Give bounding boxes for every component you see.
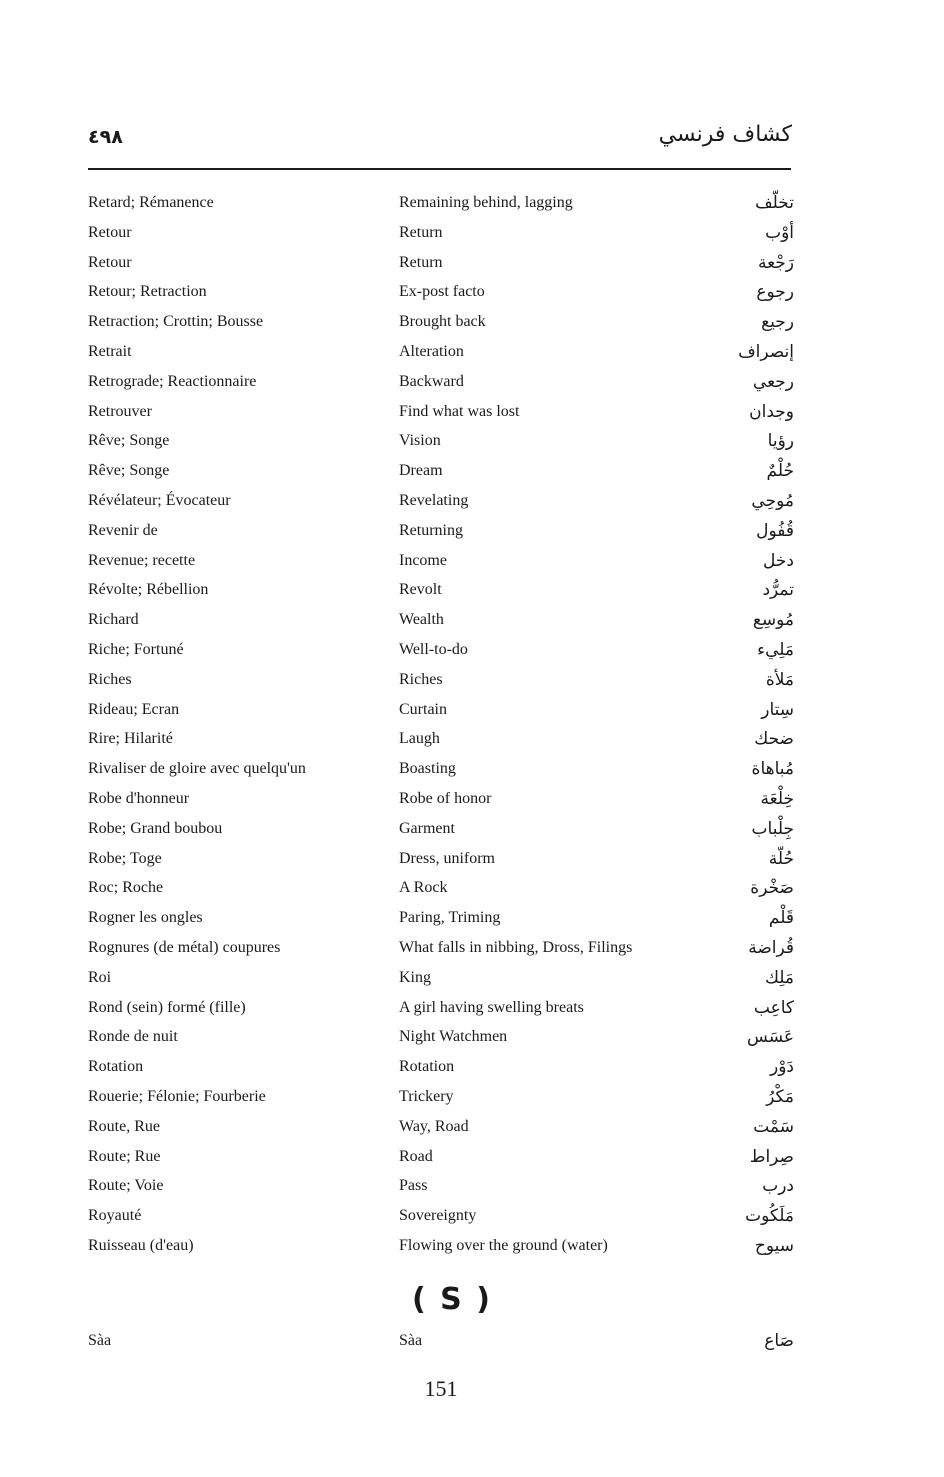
french-term: Rogner les ongles bbox=[88, 909, 203, 927]
french-term: Rivaliser de gloire avec quelqu'un bbox=[88, 760, 306, 778]
arabic-term: أوْب bbox=[765, 222, 794, 243]
header-rule bbox=[88, 168, 791, 170]
english-term: Curtain bbox=[399, 700, 447, 718]
french-term: Rêve; Songe bbox=[88, 432, 170, 450]
french-term: Riches bbox=[88, 670, 132, 688]
arabic-term: مَلِيء bbox=[757, 639, 794, 660]
arabic-term: صَاع bbox=[764, 1331, 794, 1351]
arabic-term: خِلْعَة bbox=[760, 788, 794, 809]
english-term: Garment bbox=[399, 819, 455, 837]
page-folio: 151 bbox=[424, 1376, 458, 1401]
arabic-term: وجدان bbox=[749, 401, 794, 422]
arabic-term: دَوْر bbox=[770, 1057, 794, 1078]
french-term: Route; Rue bbox=[88, 1147, 161, 1165]
english-term: Dream bbox=[399, 462, 443, 480]
english-term: Income bbox=[399, 551, 447, 569]
arabic-term: مُوحِي bbox=[751, 490, 794, 511]
english-term: A girl having swelling breats bbox=[399, 998, 584, 1016]
french-term: Retour bbox=[88, 253, 132, 271]
french-term: Royauté bbox=[88, 1207, 142, 1225]
glossary-entry bbox=[0, 337, 944, 367]
english-term: Riches bbox=[399, 670, 443, 688]
french-term: Rotation bbox=[88, 1058, 144, 1076]
french-term: Robe; Grand boubou bbox=[88, 819, 223, 837]
glossary-entry bbox=[0, 1022, 944, 1052]
french-term: Retraction; Crottin; Bousse bbox=[88, 313, 264, 331]
english-term: Remaining behind, lagging bbox=[399, 194, 573, 211]
arabic-term: جِلْباب bbox=[751, 818, 794, 839]
arabic-term: مَكْرُ bbox=[766, 1086, 794, 1107]
english-term: Way, Road bbox=[399, 1117, 469, 1135]
french-term: Roi bbox=[88, 968, 112, 986]
english-term: Well-to-do bbox=[399, 640, 468, 658]
french-term: Sàa bbox=[88, 1332, 112, 1349]
english-term: Wealth bbox=[399, 611, 444, 629]
french-term: Retrait bbox=[88, 342, 132, 360]
glossary-entry bbox=[0, 903, 944, 933]
french-term: Roc; Roche bbox=[88, 879, 164, 897]
english-term: Ex-post facto bbox=[399, 283, 485, 301]
french-term: Rêve; Songe bbox=[88, 462, 170, 480]
arabic-term: كاعِب bbox=[753, 997, 794, 1018]
glossary-entry bbox=[0, 844, 944, 874]
french-term: Route, Rue bbox=[88, 1117, 160, 1135]
glossary-entry bbox=[0, 1052, 944, 1082]
french-term: Robe; Toge bbox=[88, 849, 162, 867]
arabic-term: عَسَس bbox=[747, 1027, 794, 1048]
english-term: Return bbox=[399, 223, 443, 241]
arabic-term: صَخْرة bbox=[750, 878, 794, 899]
glossary-entry bbox=[0, 605, 944, 635]
arabic-term: مَلأة bbox=[765, 669, 794, 690]
arabic-term: صِراط bbox=[749, 1146, 794, 1167]
glossary-entry bbox=[0, 784, 944, 814]
arabic-term: رَجْعة bbox=[757, 252, 794, 273]
glossary-entry bbox=[0, 456, 944, 486]
french-term: Rouerie; Félonie; Fourberie bbox=[88, 1087, 266, 1105]
french-term: Retrouver bbox=[88, 402, 152, 420]
english-term: Alteration bbox=[399, 342, 464, 360]
arabic-term: رؤيا bbox=[767, 431, 794, 452]
english-term: A Rock bbox=[399, 879, 448, 897]
glossary-entry bbox=[0, 1201, 944, 1231]
arabic-term: مَلِك bbox=[764, 967, 794, 988]
arabic-term: تمرُّد bbox=[762, 580, 794, 601]
english-term: Find what was lost bbox=[399, 402, 520, 420]
english-term: Paring, Triming bbox=[399, 909, 501, 927]
glossary-entry bbox=[0, 1112, 944, 1142]
arabic-term: رجوع bbox=[756, 282, 794, 303]
french-term: Revenir de bbox=[88, 521, 158, 539]
english-term: What falls in nibbing, Dross, Filings bbox=[399, 938, 633, 956]
french-term: Retard; Rémanence bbox=[88, 194, 214, 211]
french-term: Retrograde; Reactionnaire bbox=[88, 372, 257, 390]
french-term: Révolte; Rébellion bbox=[88, 581, 209, 599]
page-number-arabic: ٤٩٨ bbox=[88, 126, 123, 148]
arabic-term: سيوح bbox=[754, 1235, 794, 1256]
glossary-entry bbox=[0, 1326, 944, 1356]
english-term: Returning bbox=[399, 521, 463, 539]
french-term: Richard bbox=[88, 611, 139, 629]
glossary-entries bbox=[0, 188, 944, 1261]
arabic-term: رجيع bbox=[761, 312, 794, 333]
glossary-entry bbox=[0, 754, 944, 784]
english-term: Flowing over the ground (water) bbox=[399, 1236, 608, 1254]
glossary-entry bbox=[0, 695, 944, 725]
arabic-term: حُلْمٌ bbox=[766, 461, 794, 482]
section-letter-heading: ( S ) bbox=[412, 1282, 492, 1317]
english-term: Revelating bbox=[399, 491, 469, 509]
arabic-term: مُوسِع bbox=[752, 610, 794, 631]
arabic-term: حُلّة bbox=[768, 848, 794, 869]
french-term: Ruisseau (d'eau) bbox=[88, 1236, 194, 1254]
glossary-entry bbox=[0, 993, 944, 1023]
glossary-entry bbox=[0, 397, 944, 427]
french-term: Route; Voie bbox=[88, 1177, 164, 1195]
french-term: Rideau; Ecran bbox=[88, 700, 180, 718]
french-term: Rire; Hilarité bbox=[88, 730, 173, 748]
french-term: Rognures (de métal) coupures bbox=[88, 938, 281, 956]
glossary-entry bbox=[0, 873, 944, 903]
glossary-entry bbox=[0, 1231, 944, 1261]
arabic-term: درب bbox=[762, 1176, 794, 1197]
glossary-entry bbox=[0, 277, 944, 307]
english-term: Return bbox=[399, 253, 443, 271]
english-term: Vision bbox=[399, 432, 441, 450]
arabic-term: قُراضة bbox=[748, 937, 794, 958]
glossary-entry bbox=[0, 665, 944, 695]
arabic-term: مَلَكُوت bbox=[745, 1206, 794, 1227]
french-term: Retour; Retraction bbox=[88, 283, 207, 301]
english-term: Night Watchmen bbox=[399, 1028, 508, 1046]
glossary-entry bbox=[0, 516, 944, 546]
english-term: Revolt bbox=[399, 581, 442, 599]
glossary-entry bbox=[0, 546, 944, 576]
arabic-term: مُباهاة bbox=[751, 759, 794, 780]
glossary-entry bbox=[0, 367, 944, 397]
english-term: Backward bbox=[399, 372, 464, 390]
arabic-term: إنصراف bbox=[738, 341, 794, 362]
english-term: Trickery bbox=[399, 1087, 454, 1105]
glossary-entry bbox=[0, 218, 944, 248]
glossary-entry bbox=[0, 248, 944, 278]
french-term: Ronde de nuit bbox=[88, 1028, 178, 1046]
glossary-entry bbox=[0, 307, 944, 337]
arabic-term: قَلْم bbox=[768, 908, 794, 929]
english-term: Pass bbox=[399, 1177, 428, 1195]
french-term: Riche; Fortuné bbox=[88, 640, 184, 658]
glossary-entry bbox=[0, 188, 944, 218]
glossary-entry bbox=[0, 635, 944, 665]
arabic-term: سِتار bbox=[761, 699, 794, 720]
arabic-term: رجعي bbox=[752, 371, 794, 392]
glossary-entry bbox=[0, 724, 944, 754]
english-term: Brought back bbox=[399, 313, 486, 331]
french-term: Robe d'honneur bbox=[88, 789, 190, 807]
english-term: Sovereignty bbox=[399, 1207, 477, 1225]
english-term: Road bbox=[399, 1147, 433, 1165]
glossary-entry bbox=[0, 1082, 944, 1112]
english-term: King bbox=[399, 968, 431, 986]
french-term: Rond (sein) formé (fille) bbox=[88, 998, 246, 1016]
english-term: Rotation bbox=[399, 1058, 455, 1076]
french-term: Revenue; recette bbox=[88, 551, 196, 569]
english-term: Boasting bbox=[399, 760, 456, 778]
english-term: Dress, uniform bbox=[399, 849, 495, 867]
arabic-term: ضحك bbox=[754, 729, 794, 750]
english-term: Laugh bbox=[399, 730, 440, 748]
glossary-entry bbox=[0, 963, 944, 993]
french-term: Révélateur; Évocateur bbox=[88, 491, 231, 509]
arabic-term: قُفُول bbox=[756, 520, 794, 541]
arabic-term: تخلّف bbox=[755, 193, 794, 213]
english-term: Sàa bbox=[399, 1332, 423, 1349]
arabic-term: سَمْت bbox=[753, 1116, 794, 1137]
glossary-entry bbox=[0, 933, 944, 963]
glossary-entry bbox=[0, 1171, 944, 1201]
running-title: كشاف فرنسي bbox=[658, 122, 792, 147]
english-term: Robe of honor bbox=[399, 789, 492, 807]
glossary-entry bbox=[0, 1142, 944, 1172]
glossary-entry bbox=[0, 814, 944, 844]
glossary-entry bbox=[0, 575, 944, 605]
french-term: Retour bbox=[88, 223, 132, 241]
glossary-entry bbox=[0, 426, 944, 456]
glossary-entry bbox=[0, 486, 944, 516]
arabic-term: دخل bbox=[763, 550, 794, 571]
